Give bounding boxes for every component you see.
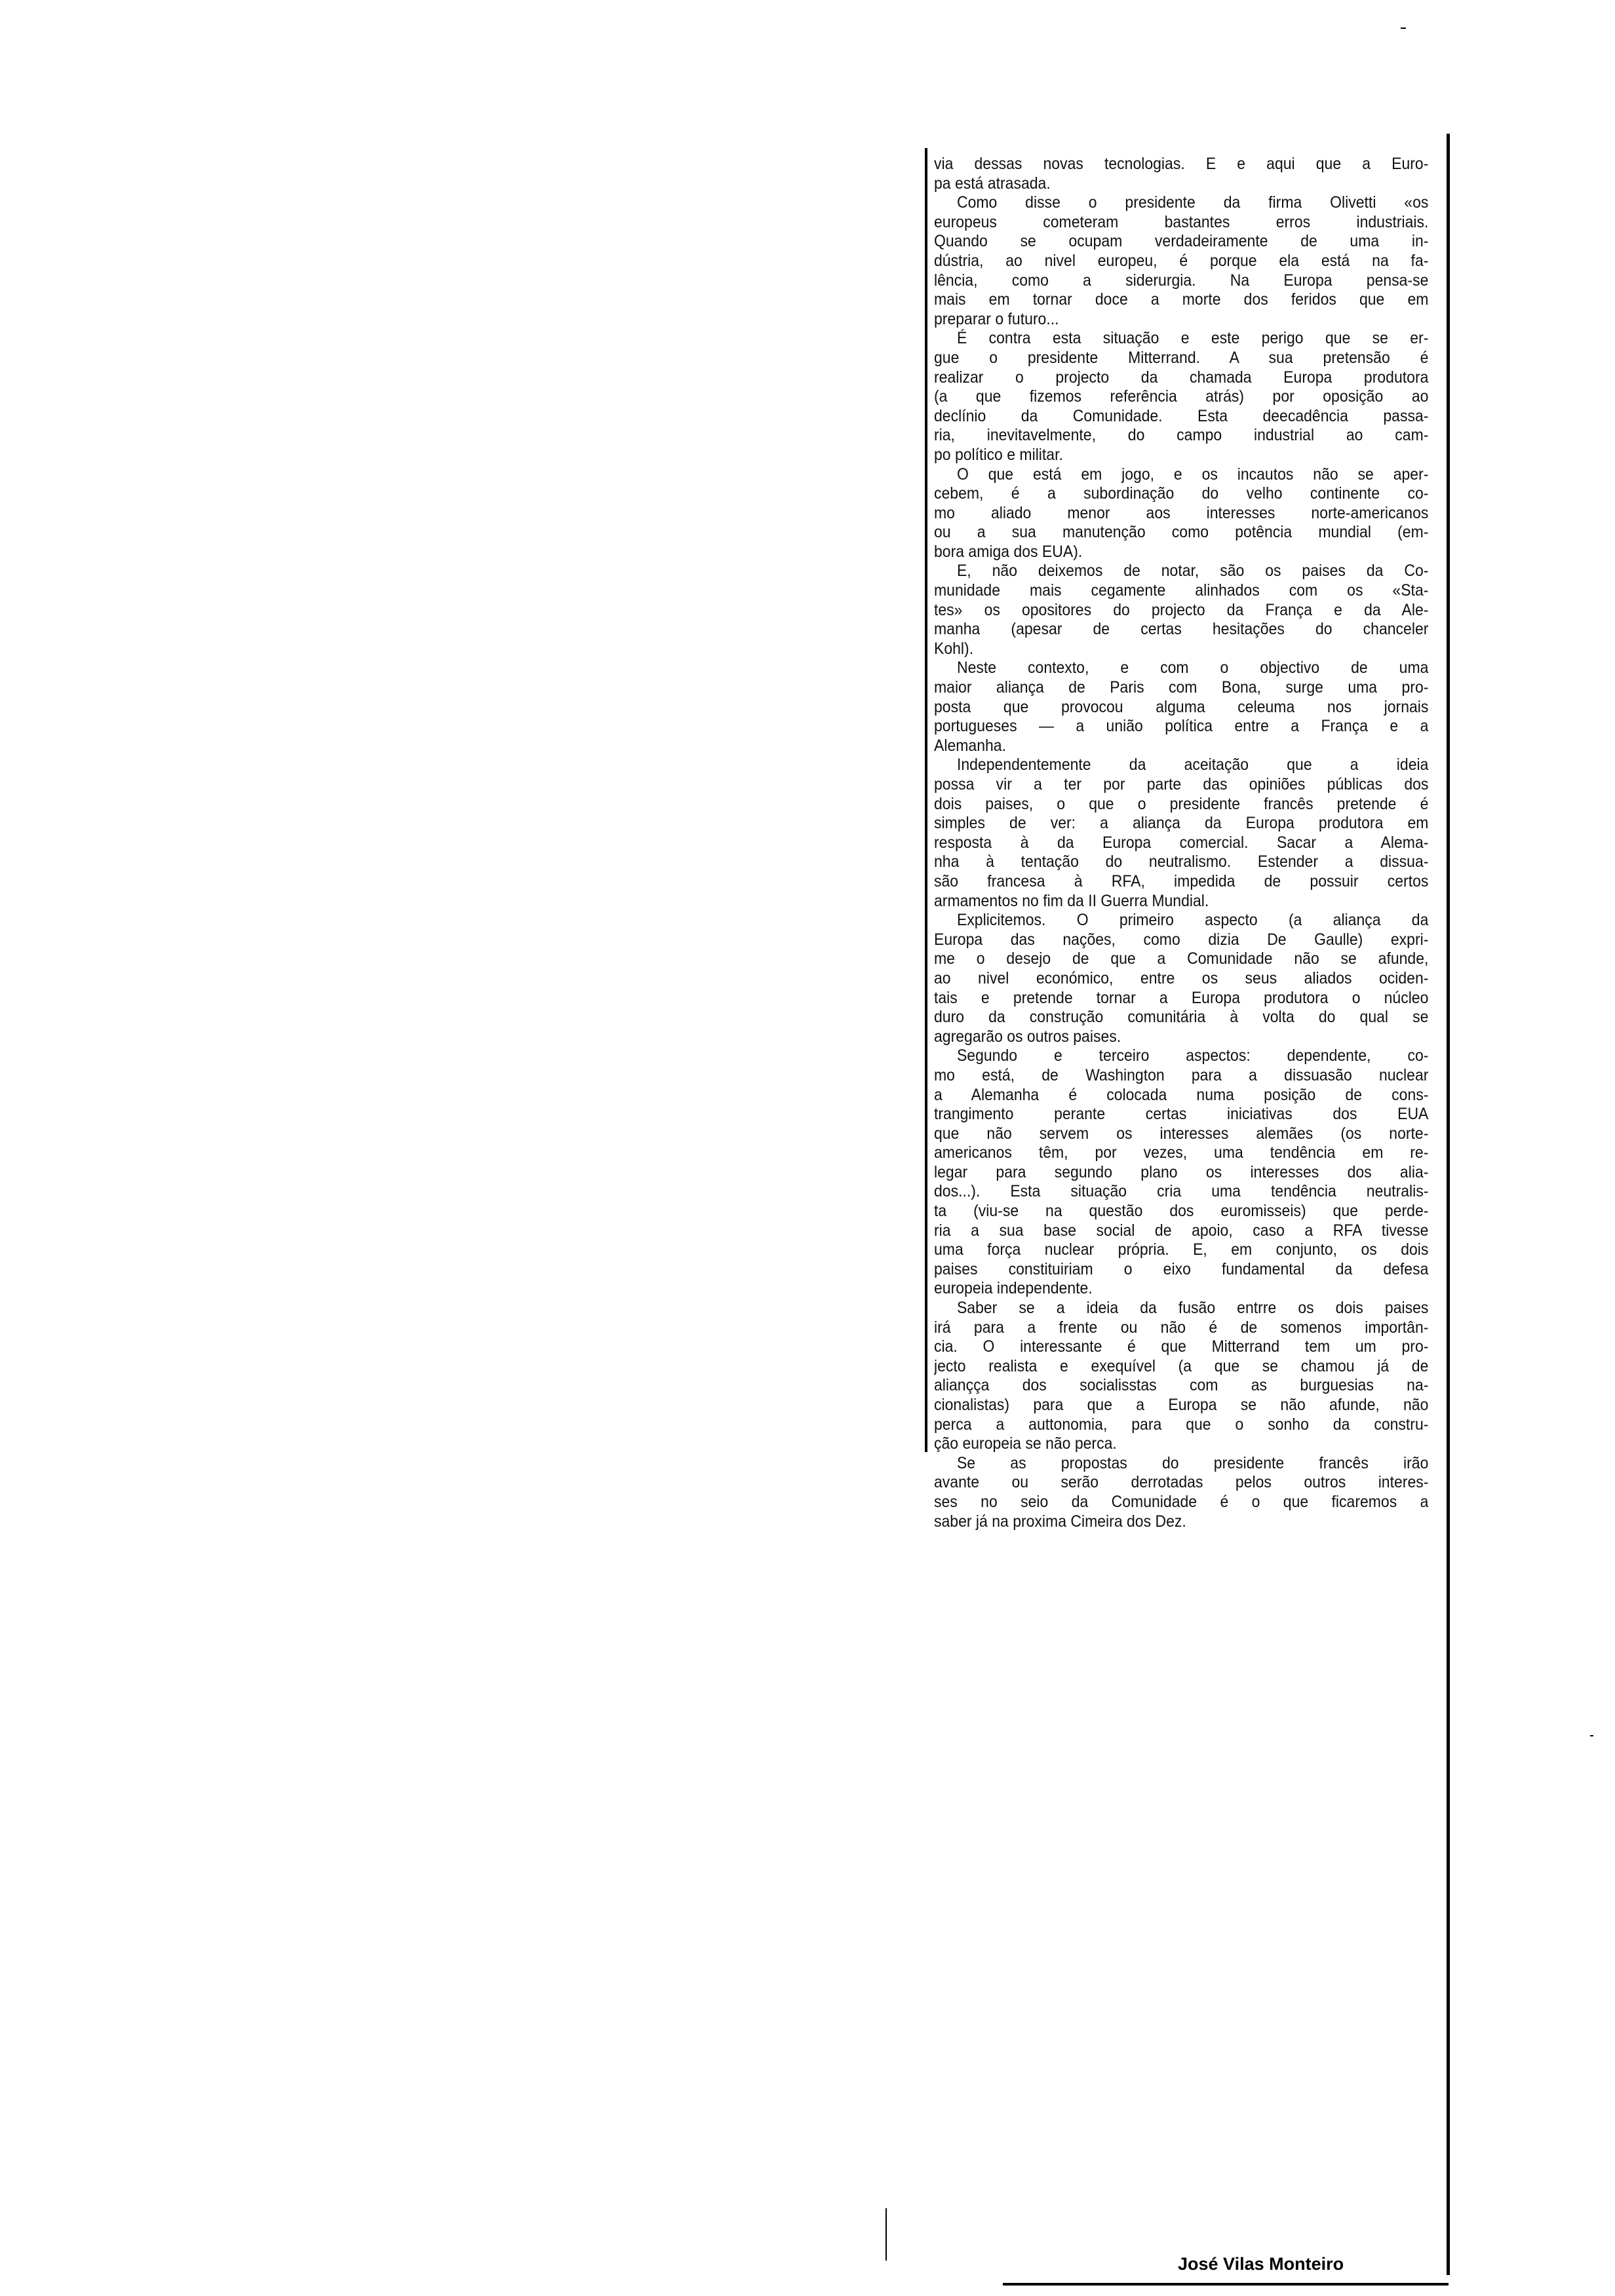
paragraph-line: Segundo e terceiro aspectos: dependente, co- xyxy=(956,1046,1429,1065)
paragraph-line: tais e pretende tornar a Europa produtora o núcleo xyxy=(934,988,1429,1007)
paragraph-line: manha (apesar de certas hesitações do chanceler xyxy=(934,620,1429,639)
paragraph-line: po político e militar. xyxy=(934,445,1063,464)
paragraph-line: europeia independente. xyxy=(934,1279,1093,1298)
paragraph-line: ao nivel económico, entre os seus aliados ociden- xyxy=(934,968,1429,987)
paragraph-line: duro da construção comunitária à volta do qual se xyxy=(934,1008,1429,1027)
paragraph-line: ção europeia se não perca. xyxy=(934,1434,1117,1453)
article-paragraph xyxy=(934,1299,1429,1454)
article-paragraph xyxy=(934,1046,1429,1299)
paragraph-line: saber já na proxima Cimeira dos Dez. xyxy=(934,1512,1186,1531)
paragraph-line: cia. O interessante é que Mitterrand tem um pro- xyxy=(934,1337,1429,1356)
paragraph-line: ta (viu-se na questão dos euromisseis) que perde- xyxy=(934,1202,1429,1221)
paragraph-line: dois paises, o que o presidente francês pretende é xyxy=(934,794,1429,813)
article-paragraph xyxy=(934,659,1429,756)
paragraph-line: dústria, ao nivel europeu, é porque ela está na fa- xyxy=(934,251,1429,270)
paragraph-line: dos...). Esta situação cria uma tendência neutralis- xyxy=(934,1182,1429,1201)
paragraph-line: munidade mais cegamente alinhados com os «Sta- xyxy=(934,581,1429,600)
paragraph-line: a Alemanha é colocada numa posição de cons- xyxy=(934,1085,1429,1104)
paragraph-line: ria a sua base social de apoio, caso a RFA tivesse xyxy=(934,1221,1429,1240)
paragraph-line: Europa das nações, como dizia De Gaulle) expri- xyxy=(934,930,1429,949)
paragraph-line: Como disse o presidente da firma Olivetti «os xyxy=(956,193,1429,212)
paragraph-line: portugueses — a união política entre a França e a xyxy=(934,717,1429,736)
paragraph-line: me o desejo de que a Comunidade não se afunde, xyxy=(934,949,1429,968)
paragraph-line: trangimento perante certas iniciativas dos EUA xyxy=(934,1105,1429,1124)
paragraph-line: via dessas novas tecnologias. E e aqui que a Euro- xyxy=(934,155,1429,173)
paragraph-line: Neste contexto, e com o objectivo de uma xyxy=(956,659,1429,678)
paragraph-line: Saber se a ideia da fusão entrre os dois paises xyxy=(956,1299,1429,1318)
paragraph-line: declínio da Comunidade. Esta deecadência passa- xyxy=(934,406,1429,425)
paragraph-line: tes» os opositores do projecto da França e da Ale- xyxy=(934,600,1429,619)
author-signature: José Vilas Monteiro xyxy=(1178,2254,1344,2274)
paragraph-line: O que está em jogo, e os incautos não se aper- xyxy=(956,465,1429,484)
column-border-left xyxy=(925,148,927,1452)
column-border-left-lower xyxy=(885,2208,887,2261)
paragraph-line: jecto realista e exequível (a que se chamou já de xyxy=(934,1356,1429,1375)
paragraph-line: Quando se ocupam verdadeiramente de uma in- xyxy=(934,232,1429,251)
paragraph-line: preparar o futuro... xyxy=(934,309,1059,328)
article-paragraph xyxy=(934,911,1429,1046)
paragraph-line: que não servem os interesses alemães (os norte- xyxy=(934,1124,1429,1143)
paragraph-line: uma força nuclear própria. E, em conjunto, os dois xyxy=(934,1240,1429,1259)
article-column xyxy=(934,155,1429,1531)
paragraph-line: possa vir a ter por parte das opiniões públicas dos xyxy=(934,775,1429,794)
paragraph-line: aliançça dos socialisstas com as burguesias na- xyxy=(934,1376,1429,1395)
paragraph-line: cebem, é a subordinação do velho continente co- xyxy=(934,484,1429,503)
paragraph-line: (a que fizemos referência atrás) por oposição ao xyxy=(934,387,1429,406)
paragraph-line: mo aliado menor aos interesses norte-americanos xyxy=(934,503,1429,522)
paragraph-line: resposta à da Europa comercial. Sacar a Alema- xyxy=(934,833,1429,852)
paragraph-line: Alemanha. xyxy=(934,736,1006,755)
paragraph-line: Kohl). xyxy=(934,639,974,658)
paragraph-line: Explicitemos. O primeiro aspecto (a aliança da xyxy=(956,911,1429,930)
paragraph-line: são francesa à RFA, impedida de possuir certos xyxy=(934,871,1429,890)
paragraph-line: ria, inevitavelmente, do campo industrial ao cam- xyxy=(934,426,1429,445)
paragraph-line: agregarão os outros paises. xyxy=(934,1027,1121,1046)
paragraph-line: lência, como a siderurgia. Na Europa pensa-se xyxy=(934,271,1429,290)
paragraph-line: maior aliança de Paris com Bona, surge uma pro- xyxy=(934,678,1429,697)
paragraph-line: paises constituiriam o eixo fundamental da defesa xyxy=(934,1259,1429,1278)
paragraph-line: mais em tornar doce a morte dos feridos que em xyxy=(934,290,1429,309)
paragraph-line: perca a auttonomia, para que o sonho da constru- xyxy=(934,1415,1429,1434)
paragraph-line: pa está atrasada. xyxy=(934,174,1051,193)
article-paragraph xyxy=(934,1454,1429,1531)
paragraph-line: avante ou serão derrotadas pelos outros interes- xyxy=(934,1473,1429,1492)
paragraph-line: armamentos no fim da II Guerra Mundial. xyxy=(934,891,1209,910)
scan-speck xyxy=(1590,1735,1593,1736)
article-paragraph xyxy=(934,193,1429,329)
paragraph-line: E, não deixemos de notar, são os paises da Co- xyxy=(956,562,1429,581)
paragraph-line: ou a sua manutenção como potência mundial (em- xyxy=(934,523,1429,542)
article-paragraph xyxy=(934,756,1429,911)
paragraph-line: Independentemente da aceitação que a ideia xyxy=(956,756,1429,775)
paragraph-line: europeus cometeram bastantes erros industriais. xyxy=(934,212,1429,231)
paragraph-line: nha à tentação do neutralismo. Estender a dissua- xyxy=(934,852,1429,871)
article-paragraph xyxy=(934,562,1429,659)
scan-speck xyxy=(1401,28,1406,29)
paragraph-line: gue o presidente Mitterrand. A sua pretensão é xyxy=(934,348,1429,367)
column-border-bottom xyxy=(1003,2283,1449,2286)
paragraph-line: irá para a frente ou não é de somenos importân- xyxy=(934,1318,1429,1337)
article-paragraph xyxy=(934,465,1429,562)
paragraph-line: bora amiga dos EUA). xyxy=(934,542,1083,561)
paragraph-line: mo está, de Washington para a dissuasão nuclear xyxy=(934,1065,1429,1084)
paragraph-line: cionalistas) para que a Europa se não afunde, não xyxy=(934,1396,1429,1414)
paragraph-line: americanos têm, por vezes, uma tendência em re- xyxy=(934,1143,1429,1162)
article-paragraph xyxy=(934,155,1429,193)
paragraph-line: simples de ver: a aliança da Europa produtora em xyxy=(934,814,1429,833)
column-border-right xyxy=(1447,134,1450,2275)
paragraph-line: Se as propostas do presidente francês irão xyxy=(956,1453,1429,1472)
paragraph-line: realizar o projecto da chamada Europa produtora xyxy=(934,368,1429,387)
paragraph-line: legar para segundo plano os interesses dos alia- xyxy=(934,1162,1429,1181)
article-paragraph xyxy=(934,329,1429,465)
paragraph-line: ses no seio da Comunidade é o que ficaremos a xyxy=(934,1492,1429,1511)
paragraph-line: posta que provocou alguma celeuma nos jornais xyxy=(934,697,1429,716)
paragraph-line: É contra esta situação e este perigo que se er- xyxy=(956,329,1429,348)
